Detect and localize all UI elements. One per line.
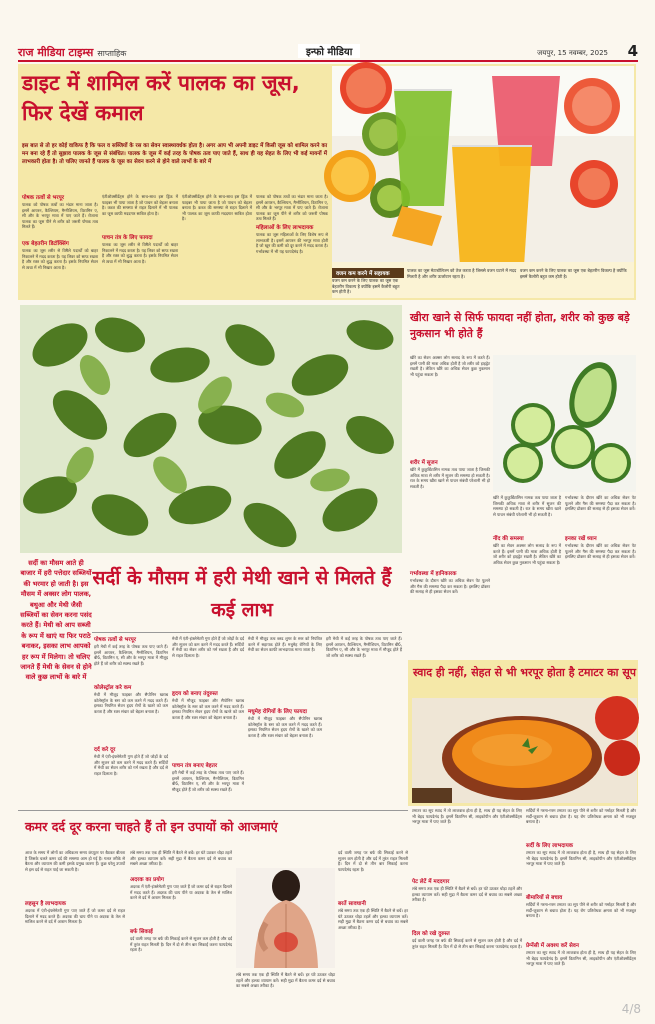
cucumber-col4-text: खीरे का सेवन अक्सर लोग सलाद के रूप में करते हैं। इसमें पानी की मात्रा अधिक होती है जो शरीर को हाइड्रेट रखती है। लेकिन खीरे का अधिक सेवन कुछ नुकसान भी पहुंचा सकता है। xyxy=(493,543,561,565)
juice-captions xyxy=(332,268,634,298)
spinach-sub-nutrients: पोषक तत्वों से भरपूर xyxy=(22,195,64,201)
spinach-col4-text: एंटीऑक्सीडेंट्स होने के साथ-साथ इस ड्रिंक में फाइबर भी पाया जाता है जो पाचन को बेहतर बनाता है। कब्ज की समस्या से राहत दिलाने में भी पालक का जूस काफी मददगार साबित होता है। xyxy=(182,194,252,222)
tomato-sub-winter: सर्दी के लिए लाभदायक xyxy=(526,843,574,849)
spinach-col-2 xyxy=(102,194,178,282)
page-number: 4 xyxy=(627,42,638,60)
tomato-cols xyxy=(412,808,636,982)
backpain-col5-text: दर्द वाली जगह पर बर्फ की सिकाई करने से सूजन कम होती है और दर्द में तुरंत राहत मिलती है। दिन में दो से तीन बार सिकाई करना फायदेमंद रहता है। xyxy=(130,936,232,953)
backpain-sub-lying: पेट लेटें में मददगार xyxy=(412,879,450,885)
tomato-col5-text: टमाटर का सूप स्वाद में तो लाजवाब होता ही है, साथ ही यह सेहत के लिए भी बेहद फायदेमंद है। इसमें विटामिन सी, लाइकोपीन और एंटीऑक्सीडेंट्स भरपूर मात्रा में पाए जाते हैं। xyxy=(526,850,636,867)
cucumber-photo xyxy=(493,355,636,492)
methi-sub-diabetes: मधुमेह रोगियों के लिए फायदा xyxy=(248,709,307,715)
tomato-title: स्वाद ही नहीं, सेहत से भी भरपूर होता है टमाटर का सूप xyxy=(412,666,637,679)
methi-col-4 xyxy=(326,636,402,796)
spinach-col-1 xyxy=(22,194,98,286)
methi-photo xyxy=(20,305,402,553)
backpain-sub-garlic: लहसुन है लाभदायक xyxy=(25,901,66,907)
cucumber-cols-right xyxy=(493,495,636,653)
backpain-col-2 xyxy=(130,850,232,998)
tomato-col7-text: टमाटर का सूप स्वाद में तो लाजवाब होता ही है, साथ ही यह सेहत के लिए भी बेहद फायदेमंद है। इसमें विटामिन सी, लाइकोपीन और एंटीऑक्सीडेंट्स भरपूर मात्रा में पाए जाते हैं। xyxy=(526,950,636,967)
juice-caption-3: वजन कम करने के लिए पालक का जूस एक बेहतरीन विकल्प है क्योंकि इसमें कैलोरी बहुत कम होती है। xyxy=(520,268,627,279)
methi-intro: सर्दी का मौसम आते ही बाजार में हरी पत्तेदार सब्जियों की भरमार हो जाती है। इस मौसम में अक्सर लोग पालक, बथुआ और मेथी जैसी सब्जियों का सेवन करना पसंद करते हैं। मेथी को आप सब्जी के रूप में खाएं या फिर पराठे बनाकर, इसका लाभ आपको हर रूप में मिलेगा। तो चलिए जानते हैं मेथी के सेवन से होने वाले कुछ लाभों के बारे में xyxy=(20,559,92,682)
page-header xyxy=(18,40,638,62)
tomato-sub-disease: बीमारियों से बचाव xyxy=(526,895,563,901)
tomato-col1-text: टमाटर का सूप स्वाद में तो लाजवाब होता ही है, साथ ही यह सेहत के लिए भी बेहद फायदेमंद है। इसमें विटामिन सी, लाइकोपीन और एंटीऑक्सीडेंट्स भरपूर मात्रा में पाए जाते हैं। xyxy=(412,808,522,825)
page-indicator: 4/8 xyxy=(621,1002,641,1016)
spinach-sub-detox: एक बेहतरीन डिटॉक्सिंग xyxy=(22,241,69,247)
backpain-col3-text: लंबे समय तक एक ही स्थिति में बैठने से बचें। हर घंटे उठकर थोड़ा टहलें और हल्का व्यायाम करें। सही मुद्रा में बैठना कमर दर्द से बचाव का सबसे अच्छा तरीका है। xyxy=(130,850,232,867)
tomato-sub-pregnancy: प्रेग्नेंसी में अवश्य करें सेवन xyxy=(526,943,579,949)
methi-sub-nutrients: पोषक तत्वों से भरपूर xyxy=(94,637,136,643)
spinach-sub-women: महिलाओं के लिए लाभदायक xyxy=(256,225,314,231)
methi-col5-text: मेथी में मौजूद फाइबर और सैपोनिन खराब कोलेस्ट्रॉल के स्तर को कम करने में मदद करते हैं। इसका नियमित सेवन हृदय रोगों के खतरे को कम करता है और रक्त संचार को बेहतर बनाता है। xyxy=(172,698,244,720)
backpain-col1-text: आज के समय में लोगों का अधिकतर समय कंप्यूटर पर बैठकर बीतता है जिसके चलते कमर दर्द की समस्या आम हो गई है। गलत तरीके से बैठना और व्यायाम की कमी इसके प्रमुख कारण हैं। कुछ घरेलू उपायों से इस दर्द से राहत पाई जा सकती है। xyxy=(25,850,125,872)
cucumber-col3-text: खीरे में कुकुर्बिटासिन नामक तत्व पाया जाता है जिसकी अधिक मात्रा से शरीर में सूजन की समस्या हो सकती है। रात के समय खीरा खाने से पाचन संबंधी परेशानी भी हो सकती है। xyxy=(493,495,561,517)
backpain-sub-ginger: अदरक का प्रयोग xyxy=(130,877,164,883)
juice-photo xyxy=(332,66,634,298)
cucumber-col-1 xyxy=(410,355,490,567)
backpain-col4-text: अदरक में एंटी-इंफ्लेमेटरी गुण पाए जाते हैं जो कमर दर्द से राहत दिलाने में मदद करते हैं। अदरक की चाय पीने या अदरक के तेल से मालिश करने से दर्द में आराम मिलता है। xyxy=(130,884,232,901)
cucumber-col2-text: खीरे में कुकुर्बिटासिन नामक तत्व पाया जाता है जिसकी अधिक मात्रा से शरीर में सूजन की समस्या हो सकती है। रात के समय खीरा खाने से पाचन संबंधी परेशानी भी हो सकती है। xyxy=(410,467,490,489)
backpain-sub-caution: बरतें सावधानी xyxy=(338,901,366,907)
methi-sub-pain: दर्द करे दूर xyxy=(94,747,116,753)
juice-caption-1: वजन कम करने के लिए पालक का जूस एक बेहतरीन विकल्प है क्योंकि इसमें कैलोरी बहुत कम होती है। xyxy=(332,278,400,295)
back-pain-photo xyxy=(236,868,335,968)
date-line: जयपुर, 15 नवम्बर, 2025 xyxy=(537,49,608,57)
masthead: राज मीडिया टाइम्स साप्ताहिक xyxy=(18,46,127,59)
cucumber-col-pregnancy xyxy=(410,570,490,658)
cucumber-col1-text: खीरे का सेवन अक्सर लोग सलाद के रूप में करते हैं। इसमें पानी की मात्रा अधिक होती है जो शरीर को हाइड्रेट रखती है। लेकिन खीरे का अधिक सेवन कुछ नुकसान भी पहुंचा सकता है। xyxy=(410,355,490,377)
tomato-soup-photo xyxy=(412,698,637,803)
backpain-col-1 xyxy=(25,850,125,998)
methi-col6-text: हरी मेथी में कई तरह के पोषक तत्व पाए जाते हैं। इसमें आयरन, कैल्शियम, मैग्नीशियम, विटामिन बी6, विटामिन ए, सी और के भरपूर मात्रा में मौजूद होते हैं जो शरीर को स्वस्थ रखते हैं। xyxy=(172,770,244,792)
spinach-title: डाइट में शामिल करें पालक का जूस, फिर देखें कमाल xyxy=(22,71,300,125)
methi-col2-text: मेथी में मौजूद फाइबर और सैपोनिन खराब कोलेस्ट्रॉल के स्तर को कम करने में मदद करते हैं। इसका नियमित सेवन हृदय रोगों के खतरे को कम करता है और रक्त संचार को बेहतर बनाता है। xyxy=(94,692,168,714)
backpain-col7-text: दर्द वाली जगह पर बर्फ की सिकाई करने से सूजन कम होती है और दर्द में तुरंत राहत मिलती है। दिन में दो से तीन बार सिकाई करना फायदेमंद रहता है। xyxy=(338,850,408,872)
methi-title-rule xyxy=(92,632,402,633)
spinach-intro: इस बात से तो हर कोई वाकिफ है कि फल व सब्जियों के रस का सेवन स्वास्थ्यवर्धक होता है। अगर आप भी अपनी डाइट में किसी जूस को शामिल करने का मन बना रहे हैं तो सुझाव पालक के जूस से संबंधित। पालक के जूस में कई तरह के पोषक तत्व पाए जाते हैं, साथ ही यह सेहत के लिए भी कई मायनों में लाभकारी होता है। तो चलिए जानते हैं पालक के जूस का सेवन करने से होने वाले लाभों के बारे में xyxy=(22,143,327,166)
cucumber-col7-text: गर्भावस्था के दौरान खीरे का अधिक सेवन पेट फूलने और गैस की समस्या पैदा कर सकता है। इसलिए डॉक्टर की सलाह से ही इसका सेवन करें। xyxy=(410,578,490,595)
methi-col1-text: हरी मेथी में कई तरह के पोषक तत्व पाए जाते हैं। इसमें आयरन, कैल्शियम, मैग्नीशियम, विटामिन बी6, विटामिन ए, सी और के भरपूर मात्रा में मौजूद होते हैं जो शरीर को स्वस्थ रखते हैं। xyxy=(94,644,168,666)
backpain-sub-heart: दिल को रखे दुरुस्त xyxy=(412,931,450,937)
methi-col8-text: मेथी में मौजूद फाइबर और सैपोनिन खराब कोलेस्ट्रॉल के स्तर को कम करने में मदद करते हैं। इसका नियमित सेवन हृदय रोगों के खतरे को कम करता है और रक्त संचार को बेहतर बनाता है। xyxy=(248,716,322,738)
spinach-sub-digestion: पाचन तंत्र के लिए फायदा xyxy=(102,235,153,241)
methi-col-3 xyxy=(248,636,322,788)
tomato-col6-text: सर्दियों में गरमा-गरम टमाटर का सूप पीने से शरीर को गर्माहट मिलती है और सर्दी-जुकाम से बचाव होता है। यह रोग प्रतिरोधक क्षमता को भी मजबूत बनाता है। xyxy=(526,902,636,919)
backpain-sub-ice: बर्फ सिकाई xyxy=(130,929,153,935)
spinach-col-4 xyxy=(256,194,328,288)
methi-title: सर्दी के मौसम में हरी मेथी खाने से मिलते हैं कई लाभ xyxy=(92,567,392,621)
spinach-col2-text: पालक का जूस शरीर से विषैले पदार्थों को बाहर निकालने में मदद करता है। यह लिवर को साफ रखता है और रक्त को शुद्ध करता है। इसके नियमित सेवन से त्वचा में भी निखार आता है। xyxy=(22,248,98,270)
cucumber-sub-swelling: शरीर में सूजन xyxy=(410,460,438,466)
cucumber-sub-sleep: नींद की समस्या xyxy=(493,536,524,542)
tomato-col4-text: सर्दियों में गरमा-गरम टमाटर का सूप पीने से शरीर को गर्माहट मिलती है और सर्दी-जुकाम से बचाव होता है। यह रोग प्रतिरोधक क्षमता को भी मजबूत बनाता है। xyxy=(526,808,636,825)
backpain-top-rule xyxy=(18,810,408,811)
spinach-col6-text: पालक का जूस महिलाओं के लिए विशेष रूप से लाभकारी है। इसमें आयरन की भरपूर मात्रा होती है जो खून की कमी को दूर करने में मदद करता है। गर्भावस्था में भी यह फायदेमंद है। xyxy=(256,232,328,254)
methi-col3-text: मेथी में एंटी-इंफ्लेमेटरी गुण होते हैं जो जोड़ों के दर्द और सूजन को कम करने में मदद करते हैं। सर्दियों में मेथी का सेवन शरीर को गर्म रखता है और दर्द से राहत दिलाता है। xyxy=(94,754,168,776)
section-name: इन्फो मीडिया xyxy=(298,44,360,58)
cucumber-col6-text: गर्भावस्था के दौरान खीरे का अधिक सेवन पेट फूलने और गैस की समस्या पैदा कर सकता है। इसलिए डॉक्टर की सलाह से ही इसका सेवन करें। xyxy=(565,543,636,560)
methi-sub-digestion: पाचन तंत्र बनाए बेहतर xyxy=(172,763,218,769)
methi-sub-heart: हृदय को बनाए तंदुरुस्त xyxy=(172,691,218,697)
spinach-col1-text: पालक को पोषक तत्वों का भंडार माना जाता है। इसमें आयरन, कैल्शियम, मैग्नीशियम, विटामिन ए, सी और के भरपूर मात्रा में पाए जाते हैं। रोजाना पालक का जूस पीने से शरीर को जरूरी पोषक तत्व मिलते हैं। xyxy=(22,202,98,230)
spinach-col-3 xyxy=(182,194,252,288)
methi-col9-text: हरी मेथी में कई तरह के पोषक तत्व पाए जाते हैं। इसमें आयरन, कैल्शियम, मैग्नीशियम, विटामिन बी6, विटामिन ए, सी और के भरपूर मात्रा में मौजूद होते हैं जो शरीर को स्वस्थ रखते हैं। xyxy=(326,636,402,658)
methi-col-2 xyxy=(172,636,244,792)
cucumber-title: खीरा खाने से सिर्फ फायदा नहीं होता, शरीर को कुछ बड़े नुकसान भी होते हैं xyxy=(410,311,630,340)
backpain-col2-text: अदरक में एंटी-इंफ्लेमेटरी गुण पाए जाते हैं जो कमर दर्द से राहत दिलाने में मदद करते हैं। अदरक की चाय पीने या अदरक के तेल से मालिश करने से दर्द में आराम मिलता है। xyxy=(25,908,125,925)
spinach-col3b-text: पालक का जूस शरीर से विषैले पदार्थों को बाहर निकालने में मदद करता है। यह लिवर को साफ रखता है और रक्त को शुद्ध करता है। इसके नियमित सेवन से त्वचा में भी निखार आता है। xyxy=(102,242,178,264)
spinach-sub-weight: वजन कम करने में सहायक xyxy=(332,268,404,278)
backpain-col-3b xyxy=(236,972,335,1006)
methi-col4-text: मेथी में एंटी-इंफ्लेमेटरी गुण होते हैं जो जोड़ों के दर्द और सूजन को कम करने में मदद करते हैं। सर्दियों में मेथी का सेवन शरीर को गर्म रखता है और दर्द से राहत दिलाता है। xyxy=(172,636,244,658)
tomato-col3-text: दर्द वाली जगह पर बर्फ की सिकाई करने से सूजन कम होती है और दर्द में तुरंत राहत मिलती है। दिन में दो से तीन बार सिकाई करना फायदेमंद रहता है। xyxy=(412,938,522,949)
spinach-col5-text: पालक को पोषक तत्वों का भंडार माना जाता है। इसमें आयरन, कैल्शियम, मैग्नीशियम, विटामिन ए, सी और के भरपूर मात्रा में पाए जाते हैं। रोजाना पालक का जूस पीने से शरीर को जरूरी पोषक तत्व मिलते हैं। xyxy=(256,194,328,222)
juice-caption-2: पालक का जूस मेटाबॉलिज्म को तेज करता है जिससे वजन घटाने में मदद मिलती है और शरीर ऊर्जावान रहता है। xyxy=(407,268,517,279)
cucumber-sub-pregnancy: गर्भावस्था में हानिकारक xyxy=(410,571,457,577)
backpain-col8-text: लंबे समय तक एक ही स्थिति में बैठने से बचें। हर घंटे उठकर थोड़ा टहलें और हल्का व्यायाम करें। सही मुद्रा में बैठना कमर दर्द से बचाव का सबसे अच्छा तरीका है। xyxy=(338,908,408,930)
methi-col7-text: मेथी में मौजूद तत्व ब्लड शुगर के स्तर को नियंत्रित करने में सहायक होते हैं। मधुमेह रोगियों के लिए मेथी का सेवन काफी लाभदायक माना जाता है। xyxy=(248,636,322,653)
backpain-title: कमर दर्द दूर करना चाहते हैं तो इन उपायों को आजमाएं xyxy=(25,819,278,834)
backpain-col-4 xyxy=(338,850,408,1008)
methi-col-1 xyxy=(94,636,168,776)
cucumber-col5-text: गर्भावस्था के दौरान खीरे का अधिक सेवन पेट फूलने और गैस की समस्या पैदा कर सकता है। इसलिए डॉक्टर की सलाह से ही इसका सेवन करें। xyxy=(565,495,636,512)
methi-sub-cholesterol: कोलेस्ट्रॉल करे कम xyxy=(94,685,132,691)
spinach-col3-text: एंटीऑक्सीडेंट्स होने के साथ-साथ इस ड्रिंक में फाइबर भी पाया जाता है जो पाचन को बेहतर बनाता है। कब्ज की समस्या से राहत दिलाने में भी पालक का जूस काफी मददगार साबित होता है। xyxy=(102,194,178,216)
tomato-col2-text: लंबे समय तक एक ही स्थिति में बैठने से बचें। हर घंटे उठकर थोड़ा टहलें और हल्का व्यायाम करें। सही मुद्रा में बैठना कमर दर्द से बचाव का सबसे अच्छा तरीका है। xyxy=(412,886,522,903)
backpain-col6-text: लंबे समय तक एक ही स्थिति में बैठने से बचें। हर घंटे उठकर थोड़ा टहलें और हल्का व्यायाम करें। सही मुद्रा में बैठना कमर दर्द से बचाव का सबसे अच्छा तरीका है। xyxy=(236,972,335,989)
cucumber-sub-care: इनका रखें ध्यान xyxy=(565,536,597,542)
